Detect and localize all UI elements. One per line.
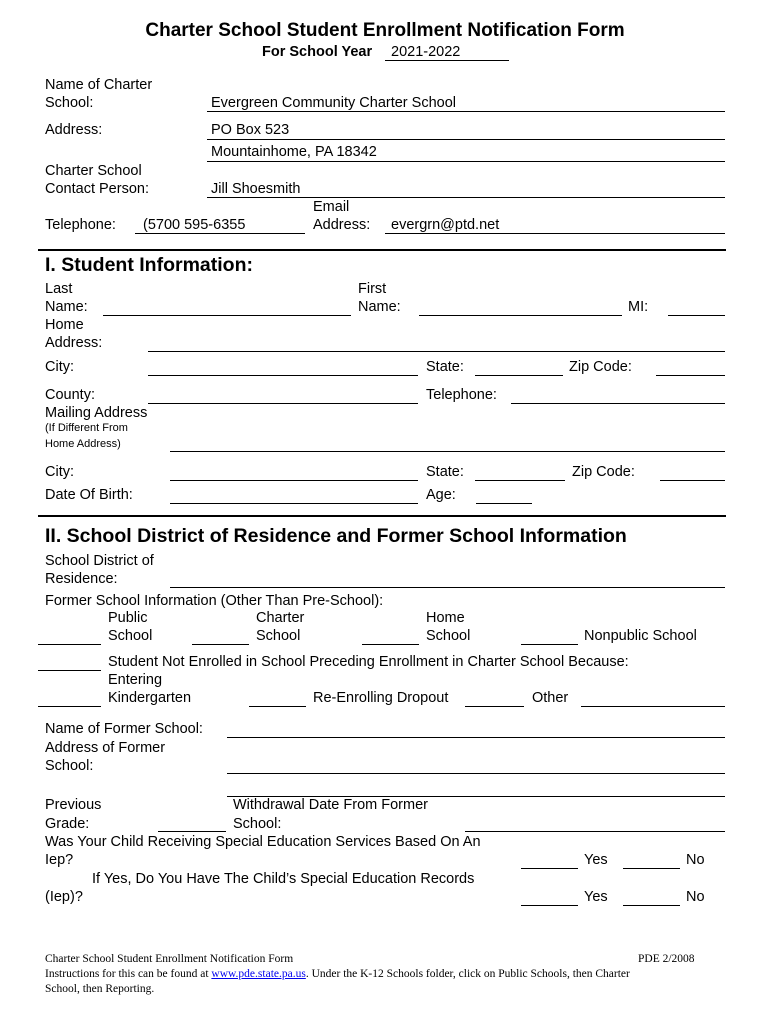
state-field[interactable]	[475, 375, 563, 376]
footer-instructions-line2: School, then Reporting.	[45, 983, 155, 995]
sped-yes-check[interactable]	[521, 868, 578, 869]
former-name-field[interactable]	[227, 737, 725, 738]
other-check[interactable]	[465, 706, 524, 707]
home-school-check[interactable]	[362, 644, 419, 645]
reenrolling-label: Re-Enrolling Dropout	[313, 690, 449, 706]
name-label-1: Name of Charter	[45, 77, 153, 93]
footer-form-code: PDE 2/2008	[638, 953, 695, 965]
city-field[interactable]	[148, 375, 418, 376]
city-label: City:	[45, 359, 74, 375]
home-school-label-2: School	[426, 628, 471, 644]
school-name-value: Evergreen Community Charter School	[211, 95, 456, 111]
section1-heading: I. Student Information:	[45, 254, 253, 276]
footer-instructions-post: . Under the K-12 Schools folder, click on Public Schools, then Charter	[305, 968, 630, 980]
dob-label: Date Of Birth:	[45, 487, 133, 503]
mailing-city-field[interactable]	[170, 480, 418, 481]
address-line2-field[interactable]	[207, 161, 725, 162]
public-school-check[interactable]	[38, 644, 101, 645]
entering-label-2: Kindergarten	[108, 690, 192, 706]
school-year-field[interactable]	[385, 60, 509, 61]
public-label-2: School	[108, 628, 153, 644]
address-line1-field[interactable]	[207, 139, 725, 140]
nonpublic-label: Nonpublic School	[584, 628, 697, 644]
telephone-label: Telephone:	[45, 217, 116, 233]
school-name-field[interactable]	[207, 111, 725, 112]
zip-label: Zip Code:	[569, 359, 632, 375]
nonpublic-school-check[interactable]	[521, 644, 578, 645]
pde-website-link[interactable]: www.pde.state.pa.us	[211, 968, 306, 980]
records-yes-check[interactable]	[521, 905, 578, 906]
mailing-address-field[interactable]	[170, 451, 725, 452]
withdrawal-date-field[interactable]	[465, 831, 725, 832]
reenrolling-check[interactable]	[249, 706, 306, 707]
section-divider-1	[38, 249, 726, 251]
former-address-field-1[interactable]	[227, 773, 725, 774]
mailing-label: Mailing Address	[45, 405, 148, 421]
previous-grade-field[interactable]	[158, 831, 226, 832]
email-field[interactable]	[385, 233, 725, 234]
first-name-label-1: First	[358, 281, 387, 297]
sped-no-check[interactable]	[623, 868, 680, 869]
mailing-zip-label: Zip Code:	[572, 464, 635, 480]
footer-instructions-pre: Instructions for this can be found at	[45, 968, 212, 980]
contact-field[interactable]	[207, 197, 725, 198]
email-label-1: Email	[313, 199, 350, 215]
district-field[interactable]	[170, 587, 725, 588]
records-no-label: No	[686, 889, 705, 905]
footer-instructions	[45, 968, 630, 980]
section-divider-2	[38, 515, 726, 517]
former-address-label-2: School:	[45, 758, 94, 774]
mailing-note-2: Home Address)	[45, 438, 121, 450]
section2-heading: II. School District of Residence and Former School Information	[45, 525, 627, 547]
not-enrolled-label: Student Not Enrolled in School Preceding Enrollment in Charter School Because:	[108, 654, 629, 670]
last-name-label-2: Name:	[45, 299, 88, 315]
records-no-check[interactable]	[623, 905, 680, 906]
contact-label-1: Charter School	[45, 163, 142, 179]
contact-value: Jill Shoesmith	[211, 181, 301, 197]
address-line1-value: PO Box 523	[211, 122, 290, 138]
mailing-state-label: State:	[426, 464, 464, 480]
other-label: Other	[532, 690, 569, 706]
county-label: County:	[45, 387, 95, 403]
home-address-label-1: Home	[45, 317, 84, 333]
sped-no-label: No	[686, 852, 705, 868]
mailing-city-label: City:	[45, 464, 74, 480]
mailing-note-1: (If Different From	[45, 422, 128, 434]
mailing-state-field[interactable]	[475, 480, 565, 481]
entering-label-1: Entering	[108, 672, 163, 688]
contact-label-2: Contact Person:	[45, 181, 149, 197]
former-address-label-1: Address of Former	[45, 740, 166, 756]
name-label-2: School:	[45, 95, 94, 111]
withdrawal-label-1: Withdrawal Date From Former	[233, 797, 428, 813]
address-label: Address:	[45, 122, 103, 138]
address-line2-value: Mountainhome, PA 18342	[211, 144, 377, 160]
home-school-label-1: Home	[426, 610, 465, 626]
charter-label-2: School	[256, 628, 301, 644]
last-name-label-1: Last	[45, 281, 73, 297]
home-address-label-2: Address:	[45, 335, 103, 351]
dob-field[interactable]	[170, 503, 418, 504]
student-telephone-label: Telephone:	[426, 387, 497, 403]
records-question-2: (Iep)?	[45, 889, 83, 905]
email-value: evergrn@ptd.net	[391, 217, 500, 233]
records-yes-label: Yes	[584, 889, 608, 905]
email-label-2: Address:	[313, 217, 371, 233]
charter-label-1: Charter	[256, 610, 305, 626]
other-field[interactable]	[581, 706, 725, 707]
first-name-label-2: Name:	[358, 299, 401, 315]
records-question-1: If Yes, Do You Have The Child’s Special Education Records	[92, 871, 475, 887]
previous-grade-label-1: Previous	[45, 797, 102, 813]
sped-yes-label: Yes	[584, 852, 608, 868]
former-name-label: Name of Former School:	[45, 721, 203, 737]
withdrawal-label-2: School:	[233, 816, 282, 832]
mi-field[interactable]	[668, 315, 725, 316]
last-name-field[interactable]	[103, 315, 351, 316]
state-label: State:	[426, 359, 464, 375]
age-field[interactable]	[476, 503, 532, 504]
first-name-field[interactable]	[419, 315, 622, 316]
not-enrolled-check[interactable]	[38, 670, 101, 671]
school-year-label: For School Year	[262, 44, 373, 60]
school-year-value: 2021-2022	[391, 44, 461, 60]
former-info-label: Former School Information (Other Than Pre-School):	[45, 593, 384, 609]
charter-school-check[interactable]	[192, 644, 249, 645]
telephone-field[interactable]	[135, 233, 305, 234]
sped-question-2: Iep?	[45, 852, 74, 868]
student-telephone-field[interactable]	[511, 403, 725, 404]
age-label: Age:	[426, 487, 456, 503]
district-label-1: School District of	[45, 553, 154, 569]
telephone-value: (5700 595-6355	[143, 217, 246, 233]
zip-field[interactable]	[656, 375, 725, 376]
footer-form-name: Charter School Student Enrollment Notification Form	[45, 953, 294, 965]
home-address-field[interactable]	[148, 351, 725, 352]
public-label-1: Public	[108, 610, 148, 626]
mailing-zip-field[interactable]	[660, 480, 725, 481]
mi-label: MI:	[628, 299, 649, 315]
previous-grade-label-2: Grade:	[45, 816, 90, 832]
county-field[interactable]	[148, 403, 418, 404]
district-label-2: Residence:	[45, 571, 118, 587]
kindergarten-check[interactable]	[38, 706, 101, 707]
form-title: Charter School Student Enrollment Notification Form	[145, 20, 625, 41]
sped-question-1: Was Your Child Receiving Special Education Services Based On An	[45, 834, 481, 850]
